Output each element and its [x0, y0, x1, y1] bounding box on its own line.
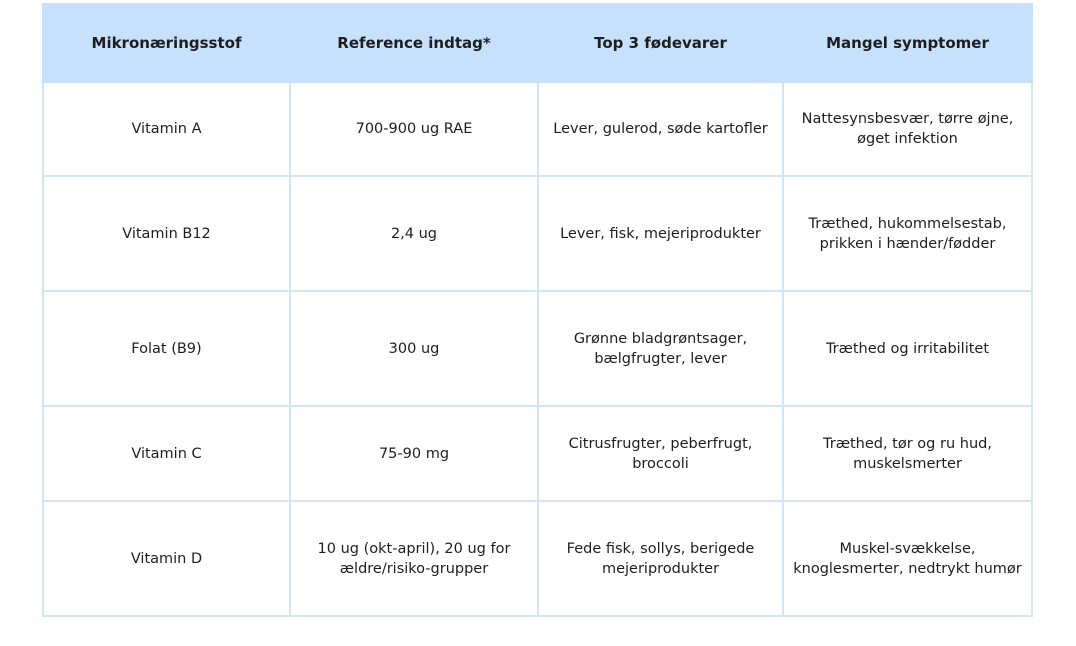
cell-micronutrient: Vitamin A — [43, 82, 290, 176]
column-header-micronutrient: Mikronæringsstof — [43, 4, 290, 82]
cell-micronutrient: Vitamin C — [43, 406, 290, 501]
cell-top-foods: Lever, gulerod, søde kartofler — [538, 82, 783, 176]
cell-reference-intake: 75-90 mg — [290, 406, 538, 501]
cell-reference-intake: 300 ug — [290, 291, 538, 406]
cell-micronutrient: Vitamin D — [43, 501, 290, 616]
table-row — [43, 501, 1032, 616]
cell-deficiency-symptoms: Nattesynsbesvær, tørre øjne, øget infektion — [783, 82, 1032, 176]
table-row — [43, 176, 1032, 291]
cell-top-foods: Lever, fisk, mejeriprodukter — [538, 176, 783, 291]
cell-top-foods: Fede fisk, sollys, berigede mejeriprodukter — [538, 501, 783, 616]
cell-deficiency-symptoms: Træthed og irritabilitet — [783, 291, 1032, 406]
table-row — [43, 406, 1032, 501]
column-header-top-foods: Top 3 fødevarer — [538, 4, 783, 82]
column-header-reference-intake: Reference indtag* — [290, 4, 538, 82]
table-row — [43, 82, 1032, 176]
cell-top-foods: Grønne bladgrøntsager, bælgfrugter, lever — [538, 291, 783, 406]
table-header-row — [43, 4, 1032, 82]
column-header-deficiency-symptoms: Mangel symptomer — [783, 4, 1032, 82]
cell-micronutrient: Vitamin B12 — [43, 176, 290, 291]
cell-reference-intake: 10 ug (okt-april), 20 ug for ældre/risiko-grupper — [290, 501, 538, 616]
cell-deficiency-symptoms: Træthed, tør og ru hud, muskelsmerter — [783, 406, 1032, 501]
cell-deficiency-symptoms: Muskel-svækkelse, knoglesmerter, nedtrykt humør — [783, 501, 1032, 616]
cell-reference-intake: 700-900 ug RAE — [290, 82, 538, 176]
cell-deficiency-symptoms: Træthed, hukommelsestab, prikken i hænder/fødder — [783, 176, 1032, 291]
micronutrient-table — [42, 3, 1033, 617]
cell-micronutrient: Folat (B9) — [43, 291, 290, 406]
cell-reference-intake: 2,4 ug — [290, 176, 538, 291]
cell-top-foods: Citrusfrugter, peberfrugt, broccoli — [538, 406, 783, 501]
table-row — [43, 291, 1032, 406]
